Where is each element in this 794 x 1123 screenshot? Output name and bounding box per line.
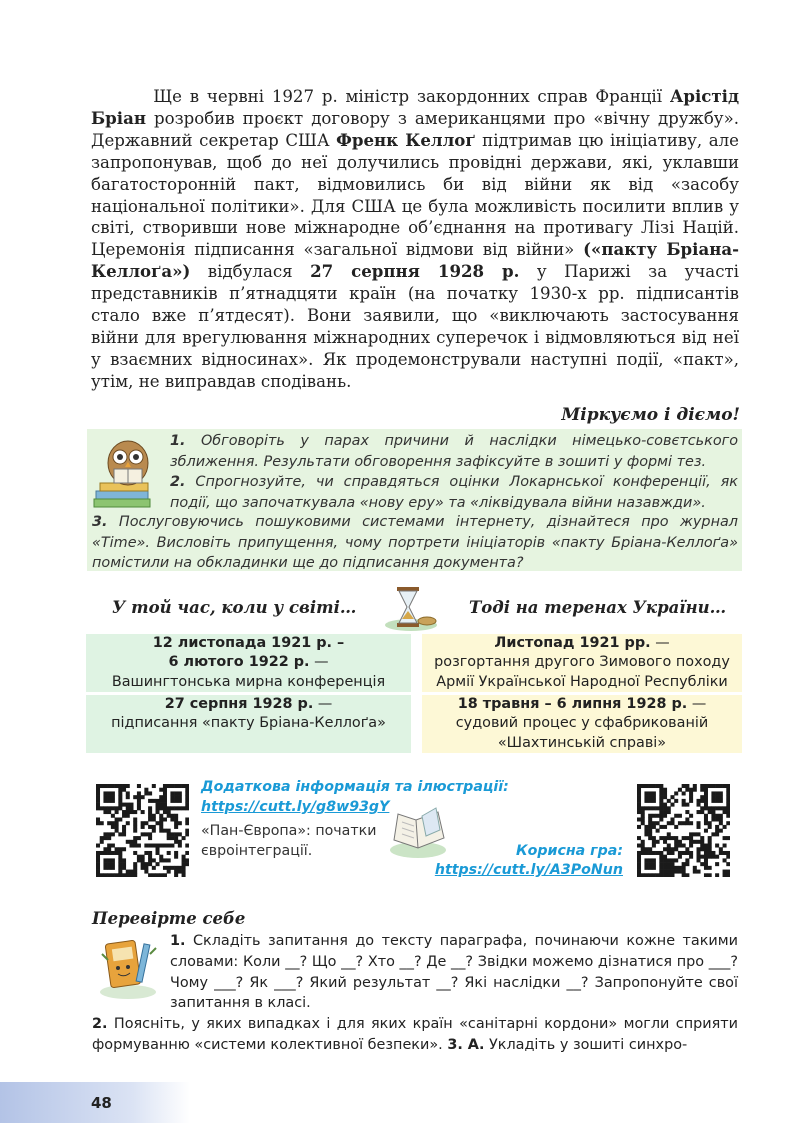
think-task-2-text: Спрогнозуйте, чи справдяться оцінки Локарнської конференції, як події, що започаткувала «нову еру» та «ліквідувала війни назавжди».	[170, 474, 738, 511]
event-date: 12 листопада 1921 р. –	[152, 635, 345, 651]
event-separator: —	[650, 635, 670, 651]
open-book-icon	[388, 800, 450, 860]
think-task-3-text: Послуговуючись пошуковими системами інтернету, дізнайтеся про журнал «Time». Висловіть припущення, чому портрети ініціаторів «пакту Бріана-Келлоґа» помістили на обкладинки ще до підписання документа?	[92, 514, 738, 572]
useful-game-link[interactable]: https://cutt.ly/A3PoNun	[434, 862, 623, 878]
event-text: розгортання другого Зимового походу	[434, 654, 730, 671]
think-task-2-number: 2.	[170, 474, 186, 491]
event-date: 6 лютого 1922 р.	[168, 654, 310, 671]
timeline-world-event-2	[86, 695, 411, 753]
timeline-world-heading: У той час, коли у світі…	[112, 598, 357, 617]
self-check-task-3-number: 3. А.	[447, 1036, 485, 1053]
think-task-3-number: 3.	[92, 514, 108, 530]
timeline-ukraine-event-1	[422, 634, 742, 692]
paragraph-text: розробив проєкт договору з американцями про «вічну дружбу». Державний секретар США	[91, 108, 739, 150]
timeline-ukraine-heading: Тоді на теренах України…	[469, 598, 727, 617]
event-text: Армії Української Народної Республіки	[436, 673, 728, 690]
qr-code-icon[interactable]	[96, 784, 189, 877]
hourglass-icon	[383, 585, 439, 633]
paragraph-text: підтримав цю ініціативу, але запропонував, щоб до неї долучились провідні держави, які, уклавши багатосторонній пакт, відмовились би від війни як від «засобу національної політики». Для США це була можливість посилити вплив у світі, створивши нове міжнародне об’єднання на противагу Лізі Націй. Церемонія підписання «загальної відмови від війни»	[91, 130, 739, 260]
extra-info-heading: Додаткова інформація та ілюстрації:	[201, 779, 509, 795]
think-section-heading: Міркуємо і діємо!	[561, 405, 740, 425]
event-separator: —	[687, 696, 707, 712]
main-paragraph	[91, 86, 739, 393]
event-date: 18 травня – 6 липня 1928 р.	[457, 696, 688, 712]
event-date: Листопад 1921 рр.	[494, 635, 651, 651]
extra-info-link[interactable]: https://cutt.ly/g8w93gY	[201, 799, 390, 815]
event-text: «Шахтинській справі»	[497, 734, 667, 751]
bold-term: Френк Келлоґ	[336, 129, 476, 150]
notebook-with-pencil-icon	[98, 934, 160, 1000]
bold-term: Арістід Бріан	[91, 86, 739, 128]
event-date: 27 серпня 1928 р.	[164, 696, 314, 712]
reading-owl-icon	[92, 433, 164, 509]
page-number: 48	[91, 1094, 112, 1112]
think-task-1-number: 1.	[170, 433, 186, 449]
self-check-task-2-text: Поясніть, у яких випадках і для яких країн «санітарні кордони» могли сприяти формуванню «системи колективної безпеки».	[92, 1016, 738, 1053]
event-separator: —	[313, 696, 333, 712]
useful-game-heading: Корисна гра:	[516, 843, 623, 859]
bold-term: 27 серпня 1928 р.	[310, 261, 520, 282]
self-check-task-1-text: Складіть запитання до тексту параграфа, починаючи кожне такими словами: Коли __? Що __? Хто __? Де __? Звідки можемо дізнатися про ___? Чому ___? Як ___? Який результат __? Які наслідки __? Запропонуйте свої запитання в класі.	[170, 933, 738, 1012]
event-separator: —	[309, 654, 329, 671]
paragraph-text: Ще в червні 1927 р. міністр закордонних справ Франції	[153, 87, 670, 106]
qr-code-icon[interactable]	[637, 784, 730, 877]
think-task-1-text: Обговоріть у парах причини й наслідки німецько-совєтського зближення. Результати обговорення зафіксуйте в зошиті у формі тез.	[170, 433, 738, 470]
bold-term: («пакту Бріана-Келлоґа»)	[91, 239, 739, 282]
self-check-task-1	[170, 931, 738, 1014]
self-check-task-2-3	[92, 1014, 738, 1056]
timeline-ukraine-event-2	[422, 695, 742, 753]
event-text: Вашингтонська мирна конференція	[111, 673, 386, 690]
think-task-1-2	[170, 431, 738, 513]
self-check-task-2-number: 2.	[92, 1016, 108, 1032]
paragraph-text: у Парижі за участі представників п’ятнадцяти країн (на початку 1930-х рр. підписантів стало вже п’ятдесят). Вони заявили, що «виключають застосування війни для врегулювання міжнародних суперечок і відмовляються від неї у взаємних відносинах». Як продемонстрували наступні події, «пакт», утім, не виправдав сподівань.	[91, 262, 739, 391]
paragraph-text: відбулася	[190, 262, 311, 282]
self-check-task-1-number: 1.	[170, 933, 186, 949]
event-text: підписання «пакту Бріана-Келлоґа»	[111, 715, 386, 732]
timeline-world-event-1	[86, 634, 411, 692]
event-text: судовий процес у сфабрикованій	[455, 715, 709, 732]
extra-info-description: «Пан-Європа»: початки євроінтеграції.	[201, 823, 377, 859]
self-check-heading: Перевірте себе	[92, 909, 246, 928]
think-task-3	[92, 512, 738, 574]
self-check-task-3-text: Укладіть у зошиті синхро-	[484, 1036, 688, 1053]
